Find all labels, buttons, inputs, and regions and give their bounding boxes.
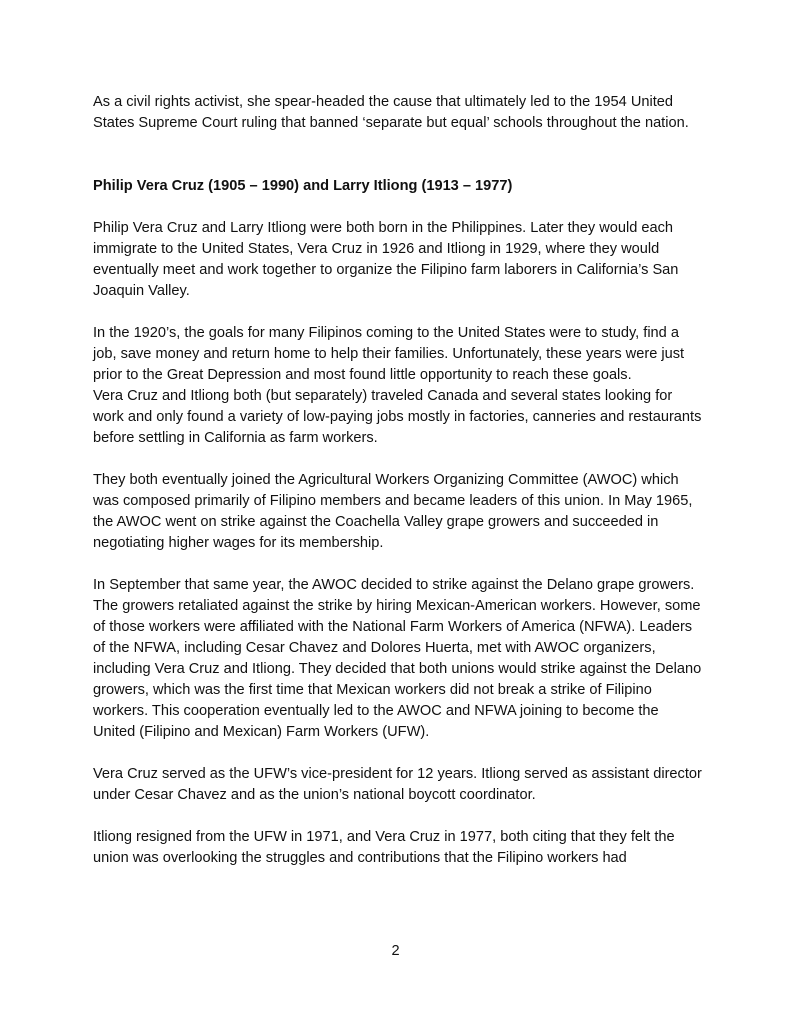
spacer [93, 743, 703, 764]
spacer [93, 302, 703, 323]
paragraph-ufw-roles: Vera Cruz served as the UFW’s vice-president for 12 years. Itliong served as assistant director under Cesar Chavez and as the union’s national boycott coordinator. [93, 766, 702, 803]
section-heading: Philip Vera Cruz (1905 – 1990) and Larry Itliong (1913 – 1977) [93, 178, 513, 194]
paragraph-delano-strike: In September that same year, the AWOC decided to strike against the Delano grape growers. The growers retaliated against the strike by hiring Mexican-American workers. However, some of those workers were affiliated with the National Farm Workers of America (NFWA). Leaders of the NFWA, including Cesar Chavez and Dolores Huerta, met with AWOC organizers, including Vera Cruz and Itliong. They decided that both unions would strike against the Delano growers, which was the first time that Mexican workers did not break a strike of Filipino workers. This cooperation eventually led to the AWOC and NFWA joining to become the United (Filipino and Mexican) Farm Workers (UFW). [93, 577, 702, 740]
paragraph-1920s: In the 1920’s, the goals for many Filipinos coming to the United States were to study, find a job, save money and return home to help their families. Unfortunately, these years were just prior to the Great Depression and most found little opportunity to reach these goals. [93, 325, 685, 383]
spacer [93, 134, 703, 176]
page-number: 2 [391, 943, 400, 959]
paragraph-travel: Vera Cruz and Itliong both (but separately) traveled Canada and several states looking for work and only found a variety of low-paying jobs mostly in factories, canneries and restaurants before settling in California as farm workers. [93, 388, 702, 446]
spacer [93, 197, 703, 218]
spacer [93, 449, 703, 470]
paragraph-birth: Philip Vera Cruz and Larry Itliong were both born in the Philippines. Later they would each immigrate to the United States, Vera Cruz in 1926 and Itliong in 1929, where they would eventually meet and work together to organize the Filipino farm laborers in California’s San Joaquin Valley. [93, 220, 679, 299]
paragraph-civil-rights: As a civil rights activist, she spear-headed the cause that ultimately led to the 1954 United States Supreme Court ruling that banned ‘separate but equal’ schools throughout the nation. [93, 94, 689, 131]
spacer [93, 554, 703, 575]
spacer [93, 806, 703, 827]
paragraph-resignation: Itliong resigned from the UFW in 1971, and Vera Cruz in 1977, both citing that they felt the union was overlooking the struggles and contributions that the Filipino workers had [93, 829, 675, 866]
paragraph-awoc: They both eventually joined the Agricultural Workers Organizing Committee (AWOC) which was composed primarily of Filipino members and became leaders of this union. In May 1965, the AWOC went on strike against the Coachella Valley grape growers and succeeded in negotiating higher wages for its membership. [93, 472, 693, 551]
document-page [93, 92, 703, 869]
